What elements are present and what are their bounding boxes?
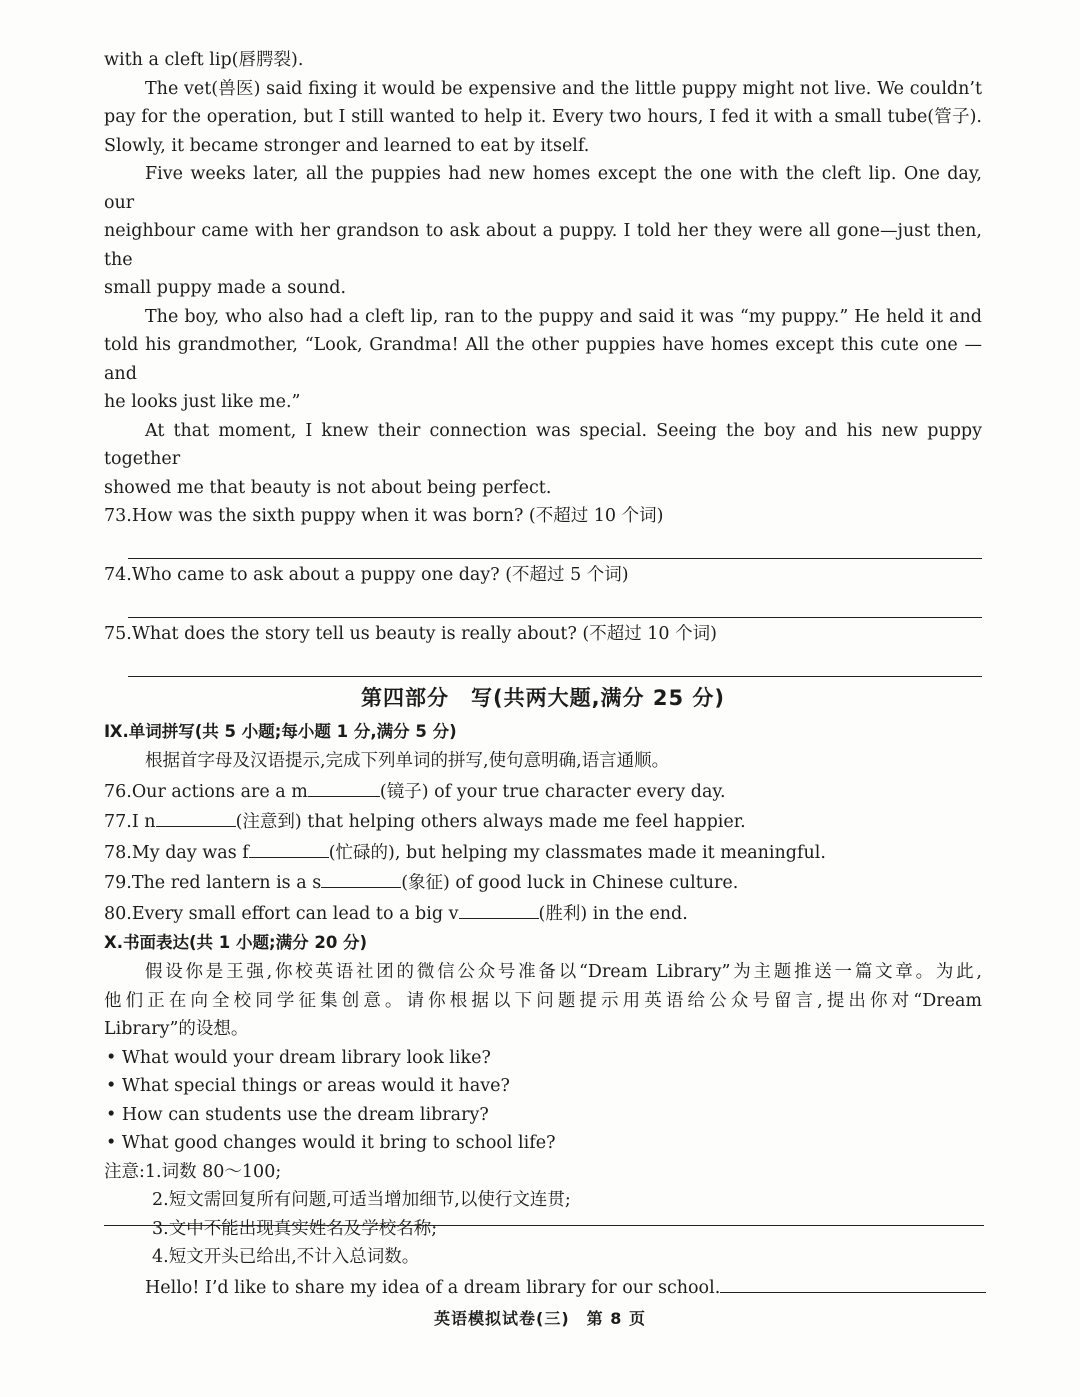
item-text: 77.I n (104, 812, 156, 832)
essay-opening-text: Hello! I’d like to share my idea of a dream library for our school. (145, 1277, 721, 1298)
prompt-bullet: • How can students use the dream library? (106, 1104, 489, 1125)
section-10-title: Ⅹ.书面表达(共 1 小题;满分 20 分) (104, 933, 368, 952)
answer-blank[interactable] (459, 898, 539, 919)
answer-blank[interactable] (156, 806, 236, 827)
item-text: 80.Every small effort can lead to a big v (104, 903, 459, 924)
passage-line: showed me that beauty is not about being perfect. (104, 477, 552, 498)
page-footer: 英语模拟试卷(三) 第 8 页 (434, 1309, 646, 1328)
passage-line: neighbour came with her grandson to ask about a puppy. I told her they were all gone—just then, the (104, 221, 982, 270)
passage-line: small puppy made a sound. (104, 278, 347, 298)
item-hint: (注意到) (235, 812, 302, 832)
section-9-title: Ⅸ.单词拼写(共 5 小题;每小题 1 分,满分 5 分) (104, 722, 457, 741)
passage-line: with a cleft lip(唇腭裂). (104, 50, 304, 70)
item-text: of your true character every day. (428, 781, 726, 802)
question-73: 73.How was the sixth puppy when it was born? (不超过 10 个词) (104, 506, 664, 526)
question-74: 74.Who came to ask about a puppy one day? (不超过 5 个词) (104, 565, 629, 585)
essay-opening (104, 1272, 982, 1303)
item-hint: (象征) (401, 873, 450, 893)
answer-line-73[interactable] (128, 530, 982, 559)
spelling-item-80 (104, 898, 982, 929)
item-text: 79.The red lantern is a s (104, 873, 322, 893)
answer-blank[interactable] (308, 776, 380, 797)
item-hint: (忙碌的) (328, 842, 395, 863)
passage-line: The boy, who also had a cleft lip, ran to the puppy and said it was “my puppy.” He held it and (145, 306, 982, 327)
item-hint: (胜利) (538, 903, 588, 924)
item-text: in the end. (587, 903, 688, 924)
passage-line: told his grandmother, “Look, Grandma! All the other puppies have homes except this cute one —and (104, 335, 982, 384)
essay-answer-line[interactable] (104, 1225, 984, 1226)
item-hint: (镜子) (379, 781, 429, 802)
question-75: 75.What does the story tell us beauty is really about? (不超过 10 个词) (104, 624, 717, 644)
section-9-instruction: 根据首字母及汉语提示,完成下列单词的拼写,使句意明确,语言通顺。 (145, 751, 670, 771)
note-line: 4.短文开头已给出,不计入总词数。 (152, 1247, 420, 1267)
answer-line-75[interactable] (128, 648, 982, 677)
passage-line: Five weeks later, all the puppies had new homes except the one with the cleft lip. One day, our (104, 164, 982, 213)
note-line: 3.文中不能出现真实姓名及学校名称; (152, 1218, 438, 1239)
prompt-bullet: • What would your dream library look like? (106, 1047, 491, 1068)
prompt-bullet: • What good changes would it bring to school life? (106, 1133, 556, 1153)
passage-line: he looks just like me.” (104, 392, 301, 412)
writing-intro-line: 他们正在向全校同学征集创意。请你根据以下问题提示用英语给公众号留言,提出你对“Dream (104, 990, 982, 1011)
answer-blank[interactable] (249, 837, 329, 858)
item-text: 76.Our actions are a m (104, 781, 308, 802)
note-line: 2.短文需回复所有问题,可适当增加细节,以使行文连贯; (152, 1190, 571, 1210)
exam-page (104, 46, 982, 1302)
essay-answer-line[interactable] (720, 1272, 986, 1293)
passage-line: pay for the operation, but I still wanted to help it. Every two hours, I fed it with a small tube(管子). (104, 107, 982, 127)
answer-blank[interactable] (321, 867, 401, 888)
prompt-bullet: • What special things or areas would it have? (106, 1076, 510, 1096)
spelling-item-79 (104, 867, 982, 898)
passage-line: Slowly, it became stronger and learned to eat by itself. (104, 135, 590, 156)
passage-line: At that moment, I knew their connection was special. Seeing the boy and his new puppy together (104, 420, 982, 469)
item-text: , but helping my classmates made it meaningful. (394, 842, 826, 863)
writing-intro-line: Library”的设想。 (104, 1019, 249, 1039)
item-text: that helping others always made me feel happier. (301, 812, 746, 832)
spelling-item-78 (104, 837, 982, 868)
writing-intro-line: 假设你是王强,你校英语社团的微信公众号准备以“Dream Library”为主题推送一篇文章。为此, (145, 962, 982, 982)
spelling-item-76 (104, 776, 982, 807)
item-text: 78.My day was f (104, 842, 249, 863)
part-four-title: 第四部分 写(共两大题,满分 25 分) (360, 686, 726, 710)
item-text: of good luck in Chinese culture. (449, 873, 739, 893)
spelling-item-77 (104, 806, 982, 837)
answer-line-74[interactable] (128, 589, 982, 618)
passage-line: The vet(兽医) said fixing it would be expensive and the little puppy might not live. We couldn’t (145, 78, 982, 99)
note-line: 注意:1.词数 80～100; (104, 1161, 282, 1182)
